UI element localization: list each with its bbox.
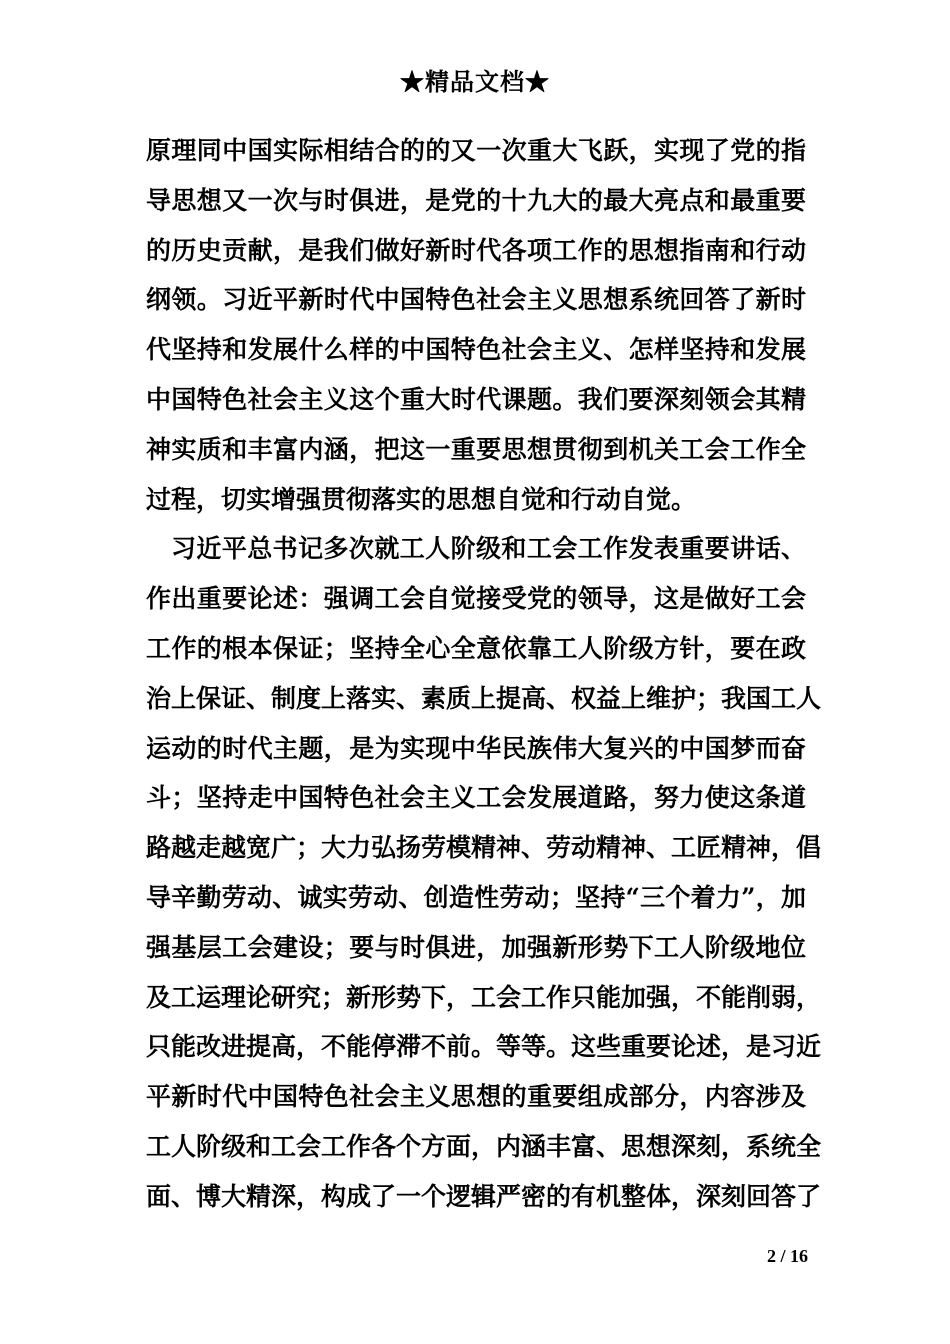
text-line: 中国特色社会主义这个重大时代课题。我们要深刻领会其精 (146, 384, 806, 414)
text-line: 导思想又一次与时俱进，是党的十九大的最大亮点和最重要 (146, 185, 806, 215)
text-line: 的历史贡献，是我们做好新时代各项工作的思想指南和行动 (146, 235, 806, 265)
page-header-title: ★精品文档★ (400, 67, 550, 96)
text-line: 路越走越宽广；大力弘扬劳模精神、劳动精神、工匠精神，倡 (146, 833, 822, 863)
text-line: 平新时代中国特色社会主义思想的重要组成部分，内容涉及 (146, 1082, 806, 1112)
text-line: 代坚持和发展什么样的中国特色社会主义、怎样坚持和发展 (146, 335, 806, 365)
text-line: 习近平总书记多次就工人阶级和工会工作发表重要讲话、 (171, 534, 806, 564)
text-line: 原理同中国实际相结合的的又一次重大飞跃，实现了党的指 (146, 136, 806, 165)
text-line: 纲领。习近平新时代中国特色社会主义思想系统回答了新时 (146, 285, 806, 315)
text-line: 作出重要论述：强调工会自觉接受党的领导，这是做好工会 (146, 584, 806, 614)
text-line: 神实质和丰富内涵，把这一重要思想贯彻到机关工会工作全 (146, 434, 806, 464)
text-line: 只能改进提高，不能停滞不前。等等。这些重要论述，是习近 (146, 1032, 822, 1062)
text-line: 治上保证、制度上落实、素质上提高、权益上维护；我国工人 (146, 683, 822, 713)
text-line: 运动的时代主题，是为实现中华民族伟大复兴的中国梦而奋 (146, 733, 806, 763)
text-line: 过程，切实增强贯彻落实的思想自觉和行动自觉。 (146, 484, 697, 514)
page-number: 2 / 16 (766, 1246, 808, 1266)
paragraph-2 (146, 524, 822, 1221)
text-line: 及工运理论研究；新形势下，工会工作只能加强，不能削弱， (146, 982, 822, 1012)
text-line: 面、博大精深，构成了一个逻辑严密的有机整体，深刻回答了 (146, 1181, 822, 1211)
text-line: 强基层工会建设；要与时俱进，加强新形势下工人阶级地位 (146, 932, 806, 962)
text-line: 工作的根本保证；坚持全心全意依靠工人阶级方针，要在政 (146, 633, 806, 663)
document-body (146, 126, 822, 1222)
text-line: 斗；坚持走中国特色社会主义工会发展道路，努力使这条道 (146, 783, 806, 813)
text-line: 工人阶级和工会工作各个方面，内涵丰富、思想深刻，系统全 (146, 1131, 822, 1161)
text-line: 导辛勤劳动、诚实劳动、创造性劳动；坚持“三个着力”，加 (146, 882, 806, 912)
paragraph-1 (146, 126, 806, 524)
